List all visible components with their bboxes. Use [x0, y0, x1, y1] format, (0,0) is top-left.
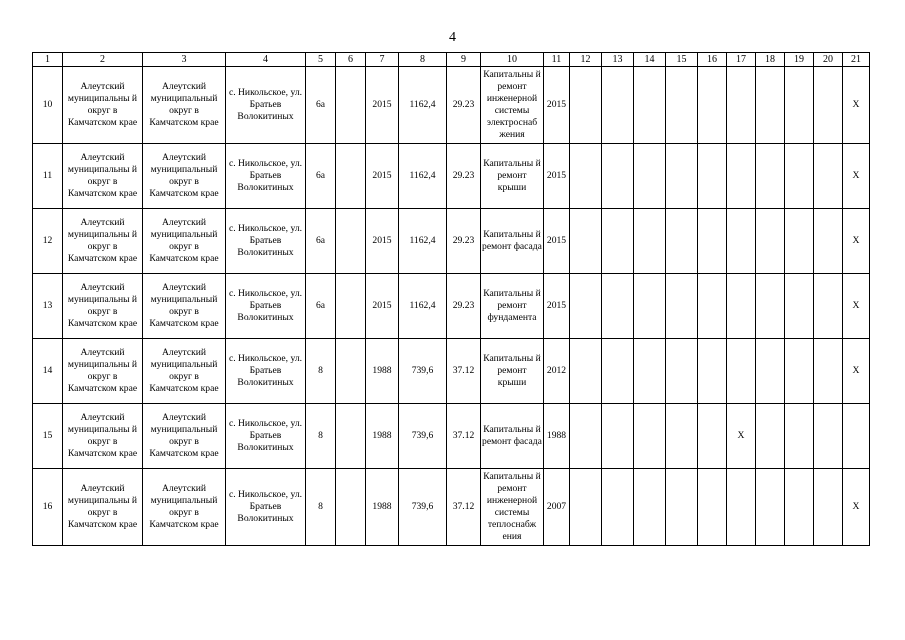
table-cell: [666, 274, 698, 339]
table-cell: Алеутский муниципальны й округ в Камчатском крае: [63, 274, 143, 339]
table-cell: Алеутский муниципальны й округ в Камчатском крае: [63, 404, 143, 469]
table-cell: 2007: [544, 469, 570, 546]
table-cell: [570, 67, 602, 144]
table-cell: 15: [33, 404, 63, 469]
table-cell: [336, 274, 366, 339]
table-cell: [785, 144, 814, 209]
table-cell: [785, 209, 814, 274]
table-cell: [727, 209, 756, 274]
table-cell: Алеутский муниципальны й округ в Камчатском крае: [63, 339, 143, 404]
table-cell: [814, 469, 843, 546]
table-cell: 2015: [544, 67, 570, 144]
table-cell: [698, 404, 727, 469]
table-cell: 12: [33, 209, 63, 274]
table-row: [33, 274, 870, 339]
table-cell: 1988: [366, 339, 399, 404]
table-row: [33, 339, 870, 404]
table-cell: [698, 209, 727, 274]
table-row: [33, 144, 870, 209]
table-cell: [727, 339, 756, 404]
table-cell: [634, 339, 666, 404]
table-cell: 13: [33, 274, 63, 339]
table-cell: [756, 274, 785, 339]
column-header: 20: [814, 53, 843, 67]
table-cell: [756, 469, 785, 546]
table-cell: 1988: [366, 404, 399, 469]
table-cell: [570, 404, 602, 469]
table-cell: с. Никольское, ул. Братьев Волокитиных: [226, 404, 306, 469]
table-cell: 29.23: [447, 144, 481, 209]
column-header: 4: [226, 53, 306, 67]
table-cell: [698, 144, 727, 209]
table-cell: 2015: [366, 274, 399, 339]
table-cell: 8: [306, 404, 336, 469]
table-cell: 16: [33, 469, 63, 546]
table-cell: Капитальны й ремонт инженерной системы теплоснабж ения: [481, 469, 544, 546]
table-cell: [666, 67, 698, 144]
table-cell: Алеутский муниципальны й округ в Камчатском крае: [63, 144, 143, 209]
table-cell: с. Никольское, ул. Братьев Волокитиных: [226, 274, 306, 339]
table-cell: [336, 339, 366, 404]
table-cell: [756, 144, 785, 209]
table-cell: X: [843, 274, 870, 339]
table-cell: [602, 339, 634, 404]
table-cell: [602, 469, 634, 546]
table-cell: [666, 209, 698, 274]
table-cell: 2015: [366, 67, 399, 144]
table-cell: 29.23: [447, 209, 481, 274]
column-header: 6: [336, 53, 366, 67]
table-cell: [570, 209, 602, 274]
table-cell: 6а: [306, 274, 336, 339]
table-cell: [666, 339, 698, 404]
table-cell: 10: [33, 67, 63, 144]
table-cell: Капитальны й ремонт фундамента: [481, 274, 544, 339]
table-cell: [727, 144, 756, 209]
table-cell: Капитальны й ремонт инженерной системы электроснаб жения: [481, 67, 544, 144]
table-cell: [727, 469, 756, 546]
table-cell: [785, 404, 814, 469]
table-cell: Алеутский муниципальный округ в Камчатском крае: [143, 274, 226, 339]
table-cell: Алеутский муниципальны й округ в Камчатском крае: [63, 209, 143, 274]
column-header: 19: [785, 53, 814, 67]
table-cell: [814, 404, 843, 469]
column-header: 14: [634, 53, 666, 67]
table-cell: 2012: [544, 339, 570, 404]
column-number-row: [33, 53, 870, 67]
table-cell: [814, 144, 843, 209]
table-cell: [336, 209, 366, 274]
table-cell: [785, 339, 814, 404]
column-header: 13: [602, 53, 634, 67]
table-cell: [634, 144, 666, 209]
table-body: [33, 67, 870, 546]
table-cell: [336, 404, 366, 469]
table-cell: [570, 339, 602, 404]
table-cell: [814, 209, 843, 274]
table-cell: Алеутский муниципальный округ в Камчатском крае: [143, 209, 226, 274]
table-cell: [634, 469, 666, 546]
table-cell: 2015: [544, 209, 570, 274]
table-cell: 1162,4: [399, 67, 447, 144]
table-cell: 2015: [366, 144, 399, 209]
table-cell: X: [843, 469, 870, 546]
table-cell: [666, 469, 698, 546]
table-cell: [698, 469, 727, 546]
table-cell: с. Никольское, ул. Братьев Волокитиных: [226, 209, 306, 274]
table-cell: 1162,4: [399, 144, 447, 209]
table-cell: [634, 404, 666, 469]
column-header: 1: [33, 53, 63, 67]
table-cell: [336, 144, 366, 209]
table-cell: Капитальны й ремонт крыши: [481, 339, 544, 404]
column-header: 16: [698, 53, 727, 67]
table-cell: [727, 274, 756, 339]
table-cell: 29.23: [447, 274, 481, 339]
table-cell: Алеутский муниципальны й округ в Камчатском крае: [63, 67, 143, 144]
table-cell: [698, 67, 727, 144]
table-cell: X: [727, 404, 756, 469]
table-cell: с. Никольское, ул. Братьев Волокитиных: [226, 67, 306, 144]
table-cell: [666, 404, 698, 469]
table-cell: 6а: [306, 209, 336, 274]
column-header: 9: [447, 53, 481, 67]
column-header: 11: [544, 53, 570, 67]
table-cell: 37.12: [447, 469, 481, 546]
table-cell: 6а: [306, 67, 336, 144]
table-cell: 11: [33, 144, 63, 209]
table-cell: 1988: [366, 469, 399, 546]
table-cell: 37.12: [447, 404, 481, 469]
table-cell: [570, 144, 602, 209]
table-cell: [785, 67, 814, 144]
table-cell: Алеутский муниципальный округ в Камчатском крае: [143, 67, 226, 144]
table-cell: [634, 67, 666, 144]
column-header: 8: [399, 53, 447, 67]
column-header: 21: [843, 53, 870, 67]
table-cell: Капитальны й ремонт фасада: [481, 404, 544, 469]
table-cell: [634, 209, 666, 274]
table-cell: 1162,4: [399, 209, 447, 274]
table-cell: Алеутский муниципальный округ в Камчатском крае: [143, 339, 226, 404]
table-row: [33, 209, 870, 274]
table-cell: 2015: [366, 209, 399, 274]
table-cell: с. Никольское, ул. Братьев Волокитиных: [226, 339, 306, 404]
table-row: [33, 404, 870, 469]
table-cell: 1988: [544, 404, 570, 469]
table-cell: 8: [306, 469, 336, 546]
table-cell: Капитальны й ремонт крыши: [481, 144, 544, 209]
column-header: 7: [366, 53, 399, 67]
table-cell: [698, 339, 727, 404]
column-header: 17: [727, 53, 756, 67]
repair-schedule-table: [32, 52, 870, 546]
table-cell: X: [843, 339, 870, 404]
column-header: 2: [63, 53, 143, 67]
table-cell: [785, 469, 814, 546]
table-cell: 29.23: [447, 67, 481, 144]
column-header: 5: [306, 53, 336, 67]
table-cell: [602, 209, 634, 274]
table-cell: 739,6: [399, 339, 447, 404]
table-cell: [602, 144, 634, 209]
table-cell: 8: [306, 339, 336, 404]
column-header: 10: [481, 53, 544, 67]
table-cell: [756, 339, 785, 404]
column-header: 3: [143, 53, 226, 67]
table-cell: Капитальны й ремонт фасада: [481, 209, 544, 274]
table-cell: 37.12: [447, 339, 481, 404]
table-cell: [336, 67, 366, 144]
table-cell: 1162,4: [399, 274, 447, 339]
table-cell: [814, 274, 843, 339]
table-cell: X: [843, 67, 870, 144]
table-cell: 2015: [544, 144, 570, 209]
table-cell: [570, 274, 602, 339]
table-cell: 739,6: [399, 469, 447, 546]
table-cell: 6а: [306, 144, 336, 209]
column-header: 18: [756, 53, 785, 67]
table-cell: Алеутский муниципальный округ в Камчатском крае: [143, 144, 226, 209]
table-cell: [727, 67, 756, 144]
table-cell: Алеутский муниципальный округ в Камчатском крае: [143, 404, 226, 469]
table-cell: [634, 274, 666, 339]
table-cell: [756, 209, 785, 274]
table-cell: [602, 274, 634, 339]
table-cell: [814, 339, 843, 404]
table-cell: [602, 67, 634, 144]
table-cell: [336, 469, 366, 546]
column-header: 15: [666, 53, 698, 67]
table-cell: [698, 274, 727, 339]
table-cell: [843, 404, 870, 469]
column-header: 12: [570, 53, 602, 67]
table-cell: X: [843, 144, 870, 209]
table-cell: X: [843, 209, 870, 274]
table-cell: [756, 404, 785, 469]
table-cell: с. Никольское, ул. Братьев Волокитиных: [226, 469, 306, 546]
table-cell: [602, 404, 634, 469]
table-cell: Алеутский муниципальны й округ в Камчатском крае: [63, 469, 143, 546]
table-row: [33, 469, 870, 546]
table-row: [33, 67, 870, 144]
table-cell: [666, 144, 698, 209]
table-cell: Алеутский муниципальный округ в Камчатском крае: [143, 469, 226, 546]
table-cell: 739,6: [399, 404, 447, 469]
table-cell: [785, 274, 814, 339]
table-cell: [756, 67, 785, 144]
table-cell: 14: [33, 339, 63, 404]
table-cell: [570, 469, 602, 546]
table-cell: 2015: [544, 274, 570, 339]
page-number: 4: [449, 30, 456, 45]
table-cell: [814, 67, 843, 144]
table-cell: с. Никольское, ул. Братьев Волокитиных: [226, 144, 306, 209]
